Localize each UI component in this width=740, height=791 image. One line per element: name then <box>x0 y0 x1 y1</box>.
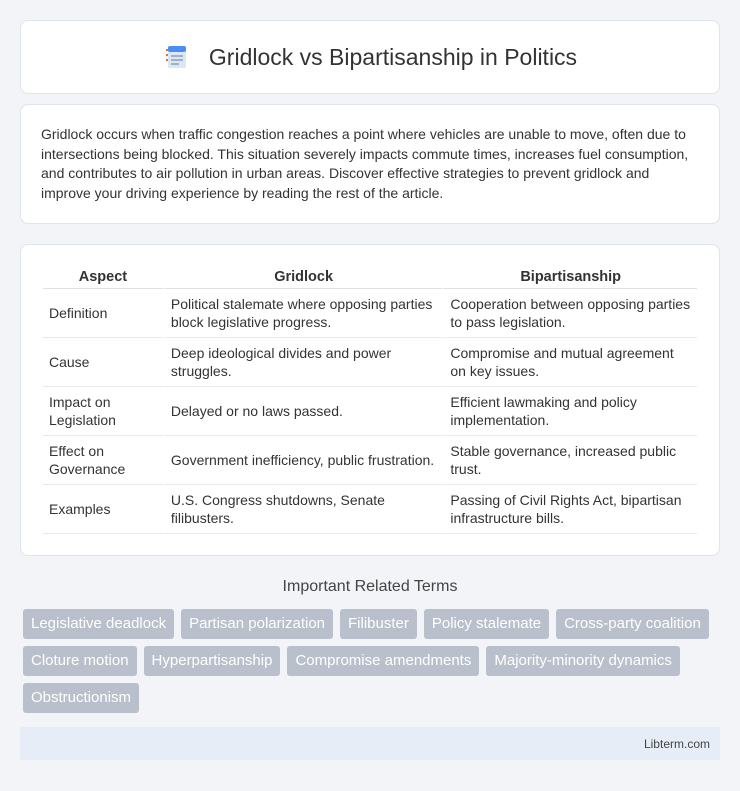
row-aspect: Definition <box>43 289 163 338</box>
header-aspect: Aspect <box>43 265 163 289</box>
row-gridlock: Political stalemate where opposing parties block legislative progress. <box>163 289 442 338</box>
related-terms-list <box>23 609 723 713</box>
document-icon <box>163 43 191 71</box>
row-gridlock: Government inefficiency, public frustration. <box>163 436 442 485</box>
related-term-tag[interactable]: Filibuster <box>340 609 417 639</box>
row-gridlock: Deep ideological divides and power struggles. <box>163 338 442 387</box>
related-term-tag[interactable]: Cross-party coalition <box>556 609 709 639</box>
table-row <box>43 387 697 436</box>
header-bipartisanship: Bipartisanship <box>442 265 697 289</box>
related-term-tag[interactable]: Policy stalemate <box>424 609 549 639</box>
related-term-tag[interactable]: Partisan polarization <box>181 609 333 639</box>
header-card <box>20 20 720 94</box>
row-aspect: Examples <box>43 485 163 534</box>
row-bipartisanship: Efficient lawmaking and policy implementation. <box>442 387 697 436</box>
page-title: Gridlock vs Bipartisanship in Politics <box>208 43 578 70</box>
related-term-tag[interactable]: Legislative deadlock <box>23 609 174 639</box>
table-row <box>43 485 697 534</box>
comparison-table-card <box>20 244 720 556</box>
row-bipartisanship: Passing of Civil Rights Act, bipartisan infrastructure bills. <box>442 485 697 534</box>
row-gridlock: Delayed or no laws passed. <box>163 387 442 436</box>
table-row <box>43 436 697 485</box>
row-bipartisanship: Cooperation between opposing parties to pass legislation. <box>442 289 697 338</box>
intro-card <box>20 104 720 224</box>
row-bipartisanship: Compromise and mutual agreement on key issues. <box>442 338 697 387</box>
related-terms-title: Important Related Terms <box>282 578 458 595</box>
table-header-row <box>43 265 697 289</box>
related-term-tag[interactable]: Obstructionism <box>23 683 139 713</box>
row-gridlock: U.S. Congress shutdowns, Senate filibusters. <box>163 485 442 534</box>
related-term-tag[interactable]: Hyperpartisanship <box>144 646 281 676</box>
table-row <box>43 289 697 338</box>
header-gridlock: Gridlock <box>163 265 442 289</box>
intro-text: Gridlock occurs when traffic congestion reaches a point where vehicles are unable to move, often due to intersections being blocked. This situation severely impacts commute times, increases fuel consumption, and contributes to air pollution in urban areas. Discover effective strategies to prevent gridlock and improve your driving experience by reading the rest of the article. <box>41 126 689 201</box>
row-aspect: Cause <box>43 338 163 387</box>
row-aspect: Impact on Legislation <box>43 387 163 436</box>
related-term-tag[interactable]: Majority-minority dynamics <box>486 646 680 676</box>
footer <box>20 727 720 760</box>
footer-site-link[interactable]: Libterm.com <box>643 736 710 751</box>
row-bipartisanship: Stable governance, increased public trust. <box>442 436 697 485</box>
title-wrap <box>163 43 577 71</box>
table-row <box>43 338 697 387</box>
comparison-table <box>43 265 697 534</box>
row-aspect: Effect on Governance <box>43 436 163 485</box>
related-term-tag[interactable]: Cloture motion <box>23 646 137 676</box>
related-term-tag[interactable]: Compromise amendments <box>287 646 479 676</box>
